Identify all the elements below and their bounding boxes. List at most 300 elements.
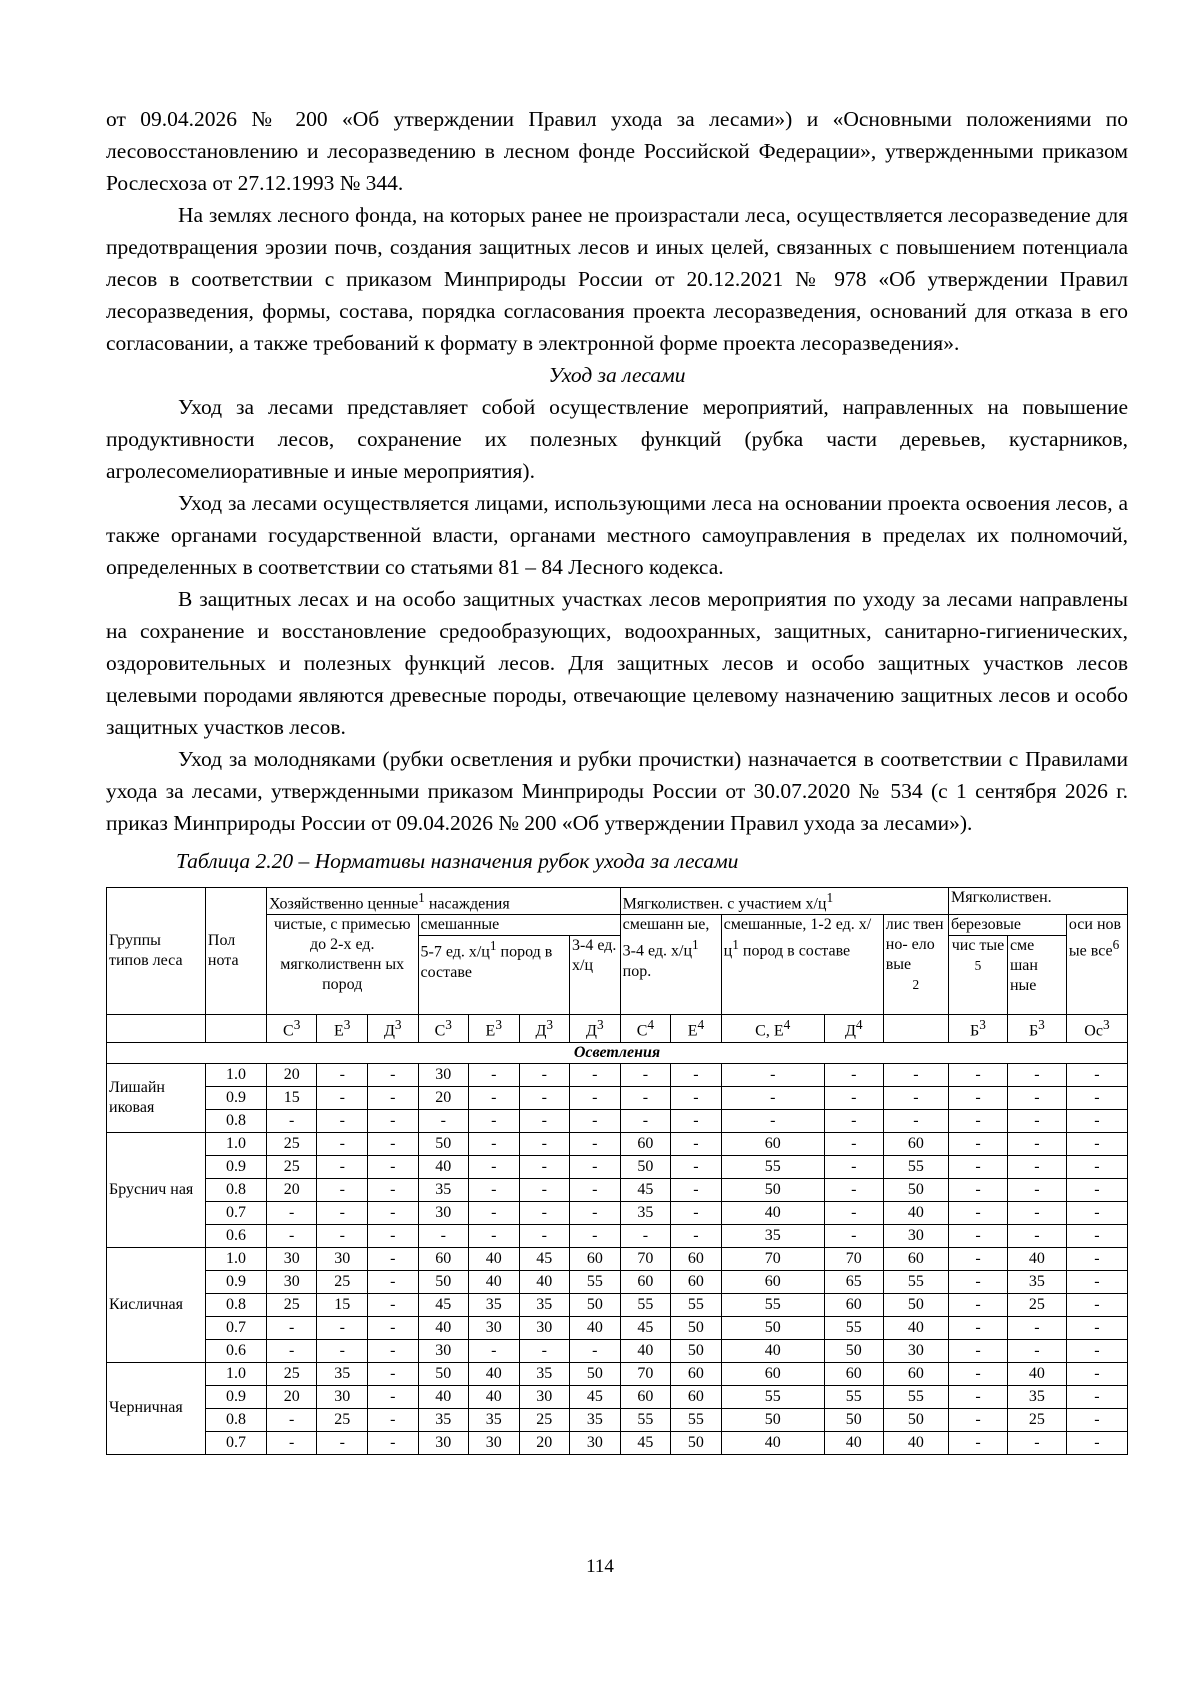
norm-cell: 30 [469, 1316, 520, 1339]
norm-cell: - [1066, 1293, 1127, 1316]
norm-cell: 35 [469, 1293, 520, 1316]
norm-cell: 40 [883, 1431, 948, 1454]
species-empty-group [107, 1015, 206, 1042]
norm-cell: - [1007, 1063, 1066, 1086]
table-row [107, 1178, 1128, 1201]
paragraph-4: Уход за лесами осуществляется лицами, использующими леса на основании проекта освоения лесов, а также органами государственной власти, органами местного самоуправления в пределах их полномочий, определенных в соответствии со статьями 81 – 84 Лесного кодекса. [106, 491, 1128, 579]
species-header-cell: $С^3$ [418, 1015, 469, 1042]
header-density: Пол нота [205, 888, 266, 1015]
norm-cell: - [949, 1201, 1008, 1224]
norm-cell: - [519, 1063, 570, 1086]
norm-cell: - [367, 1362, 418, 1385]
norm-cell: 55 [721, 1155, 824, 1178]
norm-cell: 55 [721, 1293, 824, 1316]
norm-cell: 50 [721, 1178, 824, 1201]
norm-cell: - [519, 1155, 570, 1178]
norm-cell: 40 [721, 1339, 824, 1362]
norm-cell: 40 [469, 1247, 520, 1270]
norm-cell: - [949, 1339, 1008, 1362]
norm-cell: 50 [418, 1362, 469, 1385]
norm-cell: - [949, 1109, 1008, 1132]
norm-cell: 35 [1007, 1385, 1066, 1408]
density-cell: 1.0 [205, 1132, 266, 1155]
norm-cell: - [367, 1385, 418, 1408]
norm-cell: - [317, 1224, 368, 1247]
norm-cell: 55 [883, 1155, 948, 1178]
norm-cell: 40 [883, 1316, 948, 1339]
norm-cell: 55 [671, 1293, 722, 1316]
norm-cell: - [266, 1408, 317, 1431]
norm-cell: - [949, 1086, 1008, 1109]
density-cell: 0.6 [205, 1224, 266, 1247]
section-title: Осветления [107, 1042, 1128, 1063]
table-row [107, 1155, 1128, 1178]
norm-cell: 50 [671, 1339, 722, 1362]
norm-cell: - [883, 1109, 948, 1132]
norm-cell: - [671, 1155, 722, 1178]
norm-cell: - [1007, 1316, 1066, 1339]
norm-cell: - [949, 1224, 1008, 1247]
norm-cell: 15 [266, 1086, 317, 1109]
norm-cell: - [949, 1155, 1008, 1178]
norm-cell: - [266, 1431, 317, 1454]
norm-cell: 25 [266, 1155, 317, 1178]
document-page [106, 103, 1128, 1455]
norm-cell: - [721, 1086, 824, 1109]
norm-cell: 45 [620, 1431, 671, 1454]
table-row [107, 1086, 1128, 1109]
norm-cell: - [1007, 1086, 1066, 1109]
species-header-cell: $Д^4$ [824, 1015, 883, 1042]
table-row [107, 1408, 1128, 1431]
paragraph-6: Уход за молодняками (рубки осветления и рубки прочистки) назначается в соответствии с Правилами ухода за лесами, утвержденными приказом Минприроды России от 30.07.2020 № 534 (с 1 сентября 2026 г. приказ Минприроды России от 09.04.2026 № 200 «Об утверждении Правил ухода за лесами»). [106, 747, 1128, 835]
norm-cell: - [824, 1178, 883, 1201]
norm-cell: 20 [418, 1086, 469, 1109]
norm-cell: - [570, 1109, 621, 1132]
norm-cell: - [367, 1316, 418, 1339]
density-cell: 1.0 [205, 1362, 266, 1385]
norm-cell: - [1066, 1201, 1127, 1224]
density-cell: 0.9 [205, 1155, 266, 1178]
norm-cell: - [469, 1063, 520, 1086]
norm-cell: - [519, 1339, 570, 1362]
norm-cell: - [266, 1316, 317, 1339]
norm-cell: 40 [883, 1201, 948, 1224]
table-row [107, 1270, 1128, 1293]
norm-cell: - [1066, 1155, 1127, 1178]
norm-cell: 35 [570, 1408, 621, 1431]
norm-cell: 55 [620, 1293, 671, 1316]
norm-cell: - [367, 1178, 418, 1201]
norm-cell: - [519, 1224, 570, 1247]
forest-type-group: Лишайн иковая [107, 1063, 206, 1132]
norm-cell: - [721, 1109, 824, 1132]
norm-cell: 40 [469, 1385, 520, 1408]
norm-cell: 50 [671, 1431, 722, 1454]
norm-cell: 25 [1007, 1293, 1066, 1316]
norm-cell: - [1007, 1155, 1066, 1178]
norm-cell: - [469, 1132, 520, 1155]
density-cell: 0.8 [205, 1293, 266, 1316]
norm-cell: - [824, 1132, 883, 1155]
table-row [107, 1063, 1128, 1086]
norm-cell: 55 [570, 1270, 621, 1293]
table-row [107, 1362, 1128, 1385]
norm-cell: 15 [317, 1293, 368, 1316]
norm-cell: - [824, 1201, 883, 1224]
norm-cell: 20 [266, 1385, 317, 1408]
norm-cell: - [671, 1132, 722, 1155]
norm-cell: - [469, 1086, 520, 1109]
norm-cell: 40 [824, 1431, 883, 1454]
density-cell: 0.6 [205, 1339, 266, 1362]
norm-cell: 45 [519, 1247, 570, 1270]
norm-cell: - [266, 1109, 317, 1132]
density-cell: 0.9 [205, 1086, 266, 1109]
norm-cell: 55 [824, 1385, 883, 1408]
norm-cell: - [266, 1224, 317, 1247]
norm-cell: - [949, 1316, 1008, 1339]
norm-cell: 20 [266, 1178, 317, 1201]
norm-cell: - [317, 1201, 368, 1224]
norm-cell: 40 [519, 1270, 570, 1293]
norm-cell: 35 [418, 1408, 469, 1431]
header-pure: чистые, с примесью до 2-х ед. мягколиственн ых пород [266, 915, 418, 1015]
norm-cell: - [1066, 1086, 1127, 1109]
norm-cell: 50 [570, 1362, 621, 1385]
norm-cell: - [1066, 1270, 1127, 1293]
norm-cell: - [519, 1132, 570, 1155]
forest-type-group: Бруснич ная [107, 1132, 206, 1247]
species-header-cell: $Е^3$ [317, 1015, 368, 1042]
norm-cell: - [1007, 1201, 1066, 1224]
table-body [107, 1063, 1128, 1454]
norm-cell: - [1066, 1408, 1127, 1431]
norm-cell: - [570, 1339, 621, 1362]
norm-cell: - [1007, 1132, 1066, 1155]
norm-cell: 50 [883, 1408, 948, 1431]
table-row [107, 1247, 1128, 1270]
norm-cell: - [1066, 1339, 1127, 1362]
norm-cell: 35 [1007, 1270, 1066, 1293]
header-aspen: оси нов ые все$^6$ [1066, 915, 1127, 1015]
header-mixed: смешанные [418, 915, 620, 936]
norm-cell: 30 [418, 1339, 469, 1362]
species-empty-density [205, 1015, 266, 1042]
norms-table [106, 887, 1128, 1455]
norm-cell: 40 [721, 1201, 824, 1224]
density-cell: 0.8 [205, 1408, 266, 1431]
norm-cell: 25 [317, 1270, 368, 1293]
norm-cell: - [317, 1178, 368, 1201]
norm-cell: - [367, 1155, 418, 1178]
norm-cell: 60 [620, 1270, 671, 1293]
norm-cell: - [949, 1132, 1008, 1155]
density-cell: 0.9 [205, 1385, 266, 1408]
forest-type-group: Кисличная [107, 1247, 206, 1362]
norm-cell: - [317, 1086, 368, 1109]
norm-cell: 60 [620, 1385, 671, 1408]
norm-cell: 30 [418, 1063, 469, 1086]
norm-cell: 40 [418, 1385, 469, 1408]
norm-cell: 60 [570, 1247, 621, 1270]
norm-cell: 70 [824, 1247, 883, 1270]
species-header-cell: $Д^3$ [519, 1015, 570, 1042]
norm-cell: - [519, 1109, 570, 1132]
norm-cell: - [1066, 1224, 1127, 1247]
norm-cell: 25 [266, 1293, 317, 1316]
species-header-cell: $Д^3$ [367, 1015, 418, 1042]
norm-cell: 55 [824, 1316, 883, 1339]
norm-cell: 40 [418, 1316, 469, 1339]
norm-cell: 25 [317, 1408, 368, 1431]
norm-cell: - [418, 1224, 469, 1247]
norm-cell: - [570, 1201, 621, 1224]
norm-cell: - [469, 1178, 520, 1201]
norm-cell: 35 [721, 1224, 824, 1247]
species-header-cell: $Ос^3$ [1066, 1015, 1127, 1042]
norm-cell: - [1007, 1109, 1066, 1132]
norm-cell: - [1066, 1132, 1127, 1155]
header-mixed-57: 5-7 ед. $х/ц^1$ пород в составе [418, 936, 570, 1015]
norm-cell: - [317, 1132, 368, 1155]
norm-cell: - [949, 1431, 1008, 1454]
density-cell: 0.7 [205, 1316, 266, 1339]
norm-cell: - [671, 1109, 722, 1132]
norm-cell: - [1066, 1316, 1127, 1339]
table-row [107, 1201, 1128, 1224]
header-hoz-valuable: Хозяйственно ценные$^1$ насаждения [266, 888, 620, 915]
norm-cell: - [949, 1362, 1008, 1385]
norm-cell: 50 [620, 1155, 671, 1178]
norm-cell: 35 [620, 1201, 671, 1224]
header-soft: Мягколиствен. [949, 888, 1128, 915]
norm-cell: - [883, 1063, 948, 1086]
norm-cell: - [367, 1109, 418, 1132]
norm-cell: - [317, 1431, 368, 1454]
norm-cell: 20 [266, 1063, 317, 1086]
forest-type-group: Черничная [107, 1362, 206, 1454]
density-cell: 0.9 [205, 1270, 266, 1293]
norm-cell: 60 [883, 1362, 948, 1385]
norm-cell: 50 [721, 1408, 824, 1431]
norm-cell: 55 [620, 1408, 671, 1431]
norm-cell: 60 [620, 1132, 671, 1155]
norm-cell: - [570, 1086, 621, 1109]
norm-cell: 60 [671, 1362, 722, 1385]
norm-cell: - [1007, 1339, 1066, 1362]
species-header-cell: $Д^3$ [570, 1015, 621, 1042]
norm-cell: 45 [620, 1178, 671, 1201]
norm-cell: - [949, 1247, 1008, 1270]
norm-cell: - [367, 1063, 418, 1086]
density-cell: 0.7 [205, 1431, 266, 1454]
table-row [107, 1293, 1128, 1316]
norm-cell: - [1066, 1431, 1127, 1454]
norm-cell: - [469, 1224, 520, 1247]
paragraph-3: Уход за лесами представляет собой осуществление мероприятий, направленных на повышение продуктивности лесов, сохранение их полезных функций (рубка части деревьев, кустарников, агролесомелиоративные и иные мероприятия). [106, 395, 1128, 483]
table-row [107, 1224, 1128, 1247]
norm-cell: 50 [721, 1316, 824, 1339]
density-cell: 0.7 [205, 1201, 266, 1224]
norm-cell: 50 [671, 1316, 722, 1339]
table-caption: Таблица 2.20 – Нормативы назначения рубок ухода за лесами [176, 849, 739, 873]
norm-cell: - [824, 1109, 883, 1132]
norm-cell: 40 [721, 1431, 824, 1454]
norm-cell: - [949, 1270, 1008, 1293]
norm-cell: 20 [519, 1431, 570, 1454]
norm-cell: 30 [883, 1224, 948, 1247]
norm-cell: 65 [824, 1270, 883, 1293]
density-cell: 1.0 [205, 1247, 266, 1270]
norm-cell: 60 [671, 1270, 722, 1293]
header-birch-mixed: сме шан ные [1007, 936, 1066, 1015]
paragraph-5: В защитных лесах и на особо защитных участках лесов мероприятия по уходу за лесами направлены на сохранение и восстановление средообразующих, водоохранных, защитных, санитарно-гигиенических, оздоровительных и полезных функций лесов. Для защитных лесов и особо защитных участков лесов целевыми породами являются древесные породы, отвечающие целевому назначению защитных лесов и особо защитных участков лесов. [106, 587, 1128, 739]
norm-cell: 40 [570, 1316, 621, 1339]
species-header-cell: $Б^3$ [949, 1015, 1008, 1042]
table-row [107, 1339, 1128, 1362]
header-birch: березовые [949, 915, 1067, 936]
norm-cell: - [824, 1063, 883, 1086]
norm-cell: 50 [824, 1408, 883, 1431]
species-header-cell: $Б^3$ [1007, 1015, 1066, 1042]
section-heading: Уход за лесами [548, 363, 686, 387]
norm-cell: - [949, 1178, 1008, 1201]
norm-cell: 30 [469, 1431, 520, 1454]
norm-cell: 55 [883, 1270, 948, 1293]
norm-cell: 55 [721, 1385, 824, 1408]
norm-cell: - [469, 1155, 520, 1178]
norm-cell: 30 [883, 1339, 948, 1362]
table-row [107, 1109, 1128, 1132]
norm-cell: 35 [469, 1408, 520, 1431]
header-mixed-34: 3-4 ед. х/ц [570, 936, 621, 1015]
norm-cell: 60 [721, 1132, 824, 1155]
norm-cell: 70 [721, 1247, 824, 1270]
norm-cell: - [367, 1201, 418, 1224]
norm-cell: - [1066, 1178, 1127, 1201]
norm-cell: - [824, 1224, 883, 1247]
norm-cell: - [721, 1063, 824, 1086]
norm-cell: 25 [1007, 1408, 1066, 1431]
norm-cell: 60 [418, 1247, 469, 1270]
density-cell: 0.8 [205, 1178, 266, 1201]
norm-cell: - [1066, 1385, 1127, 1408]
norm-cell: 35 [519, 1362, 570, 1385]
norm-cell: - [266, 1339, 317, 1362]
norm-cell: - [949, 1293, 1008, 1316]
norm-cell: 60 [671, 1247, 722, 1270]
species-header-cell: С, $Е^4$ [721, 1015, 824, 1042]
norm-cell: 35 [418, 1178, 469, 1201]
norm-cell: - [1066, 1247, 1127, 1270]
norm-cell: 50 [570, 1293, 621, 1316]
norm-cell: - [671, 1224, 722, 1247]
norm-cell: 45 [418, 1293, 469, 1316]
norm-cell: - [418, 1109, 469, 1132]
species-header-row [107, 1015, 1128, 1042]
norm-cell: - [570, 1155, 621, 1178]
norm-cell: 50 [418, 1270, 469, 1293]
norm-cell: 30 [266, 1270, 317, 1293]
norm-cell: 50 [883, 1293, 948, 1316]
norm-cell: 60 [721, 1362, 824, 1385]
norm-cell: 40 [469, 1362, 520, 1385]
norm-cell: 70 [620, 1362, 671, 1385]
norm-cell: 40 [1007, 1362, 1066, 1385]
norm-cell: - [1066, 1362, 1127, 1385]
header-leafy-spruce: лис твен но- ело вые $^2$ [883, 915, 948, 1015]
norm-cell: - [367, 1339, 418, 1362]
norm-cell: - [266, 1201, 317, 1224]
paragraph-1: от 09.04.2026 № 200 «Об утверждении Правил ухода за лесами») и «Основными положениями по лесовосстановлению и лесоразведению в лесном фонде Российской Федерации», утвержденными приказом Рослесхоза от 27.12.1993 № 344. [106, 107, 1128, 195]
norm-cell: 55 [671, 1408, 722, 1431]
norm-cell: 30 [418, 1201, 469, 1224]
norm-cell: 50 [824, 1339, 883, 1362]
norm-cell: - [671, 1178, 722, 1201]
norm-cell: - [317, 1316, 368, 1339]
norm-cell: - [671, 1201, 722, 1224]
norm-cell: 55 [883, 1385, 948, 1408]
norm-cell: - [570, 1132, 621, 1155]
norm-cell: 40 [418, 1155, 469, 1178]
page-number: 114 [586, 1556, 614, 1577]
norm-cell: - [317, 1155, 368, 1178]
norm-cell: - [367, 1132, 418, 1155]
norm-cell: - [1007, 1224, 1066, 1247]
norm-cell: 50 [883, 1178, 948, 1201]
norm-cell: - [519, 1086, 570, 1109]
table-row [107, 1132, 1128, 1155]
norm-cell: 30 [519, 1316, 570, 1339]
norm-cell: - [671, 1086, 722, 1109]
norm-cell: 60 [883, 1247, 948, 1270]
norm-cell: - [620, 1086, 671, 1109]
norm-cell: - [317, 1109, 368, 1132]
norm-cell: - [570, 1224, 621, 1247]
norm-cell: 30 [418, 1431, 469, 1454]
norm-cell: - [949, 1385, 1008, 1408]
table-row [107, 1431, 1128, 1454]
norm-cell: 40 [469, 1270, 520, 1293]
norm-cell: - [620, 1063, 671, 1086]
table-row [107, 1316, 1128, 1339]
norm-cell: - [1007, 1178, 1066, 1201]
table-row [107, 1385, 1128, 1408]
norm-cell: - [469, 1201, 520, 1224]
species-header-cell [883, 1015, 948, 1042]
norm-cell: - [317, 1339, 368, 1362]
norm-cell: 45 [620, 1316, 671, 1339]
norm-cell: - [949, 1408, 1008, 1431]
norm-cell: 30 [317, 1385, 368, 1408]
norm-cell: - [367, 1247, 418, 1270]
header-group: Группы типов леса [107, 888, 206, 1015]
density-cell: 0.8 [205, 1109, 266, 1132]
norm-cell: 25 [266, 1362, 317, 1385]
header-soft-with-valuable: Мягколиствен. с участием $х/ц^1$ [620, 888, 948, 915]
norm-cell: - [570, 1063, 621, 1086]
norm-cell: 50 [418, 1132, 469, 1155]
norm-cell: - [883, 1086, 948, 1109]
norm-cell: 60 [883, 1132, 948, 1155]
norm-cell: 40 [1007, 1247, 1066, 1270]
norm-cell: 60 [824, 1293, 883, 1316]
norm-cell: - [949, 1063, 1008, 1086]
norm-cell: - [469, 1339, 520, 1362]
species-header-cell: $Е^3$ [469, 1015, 520, 1042]
norm-cell: - [367, 1431, 418, 1454]
